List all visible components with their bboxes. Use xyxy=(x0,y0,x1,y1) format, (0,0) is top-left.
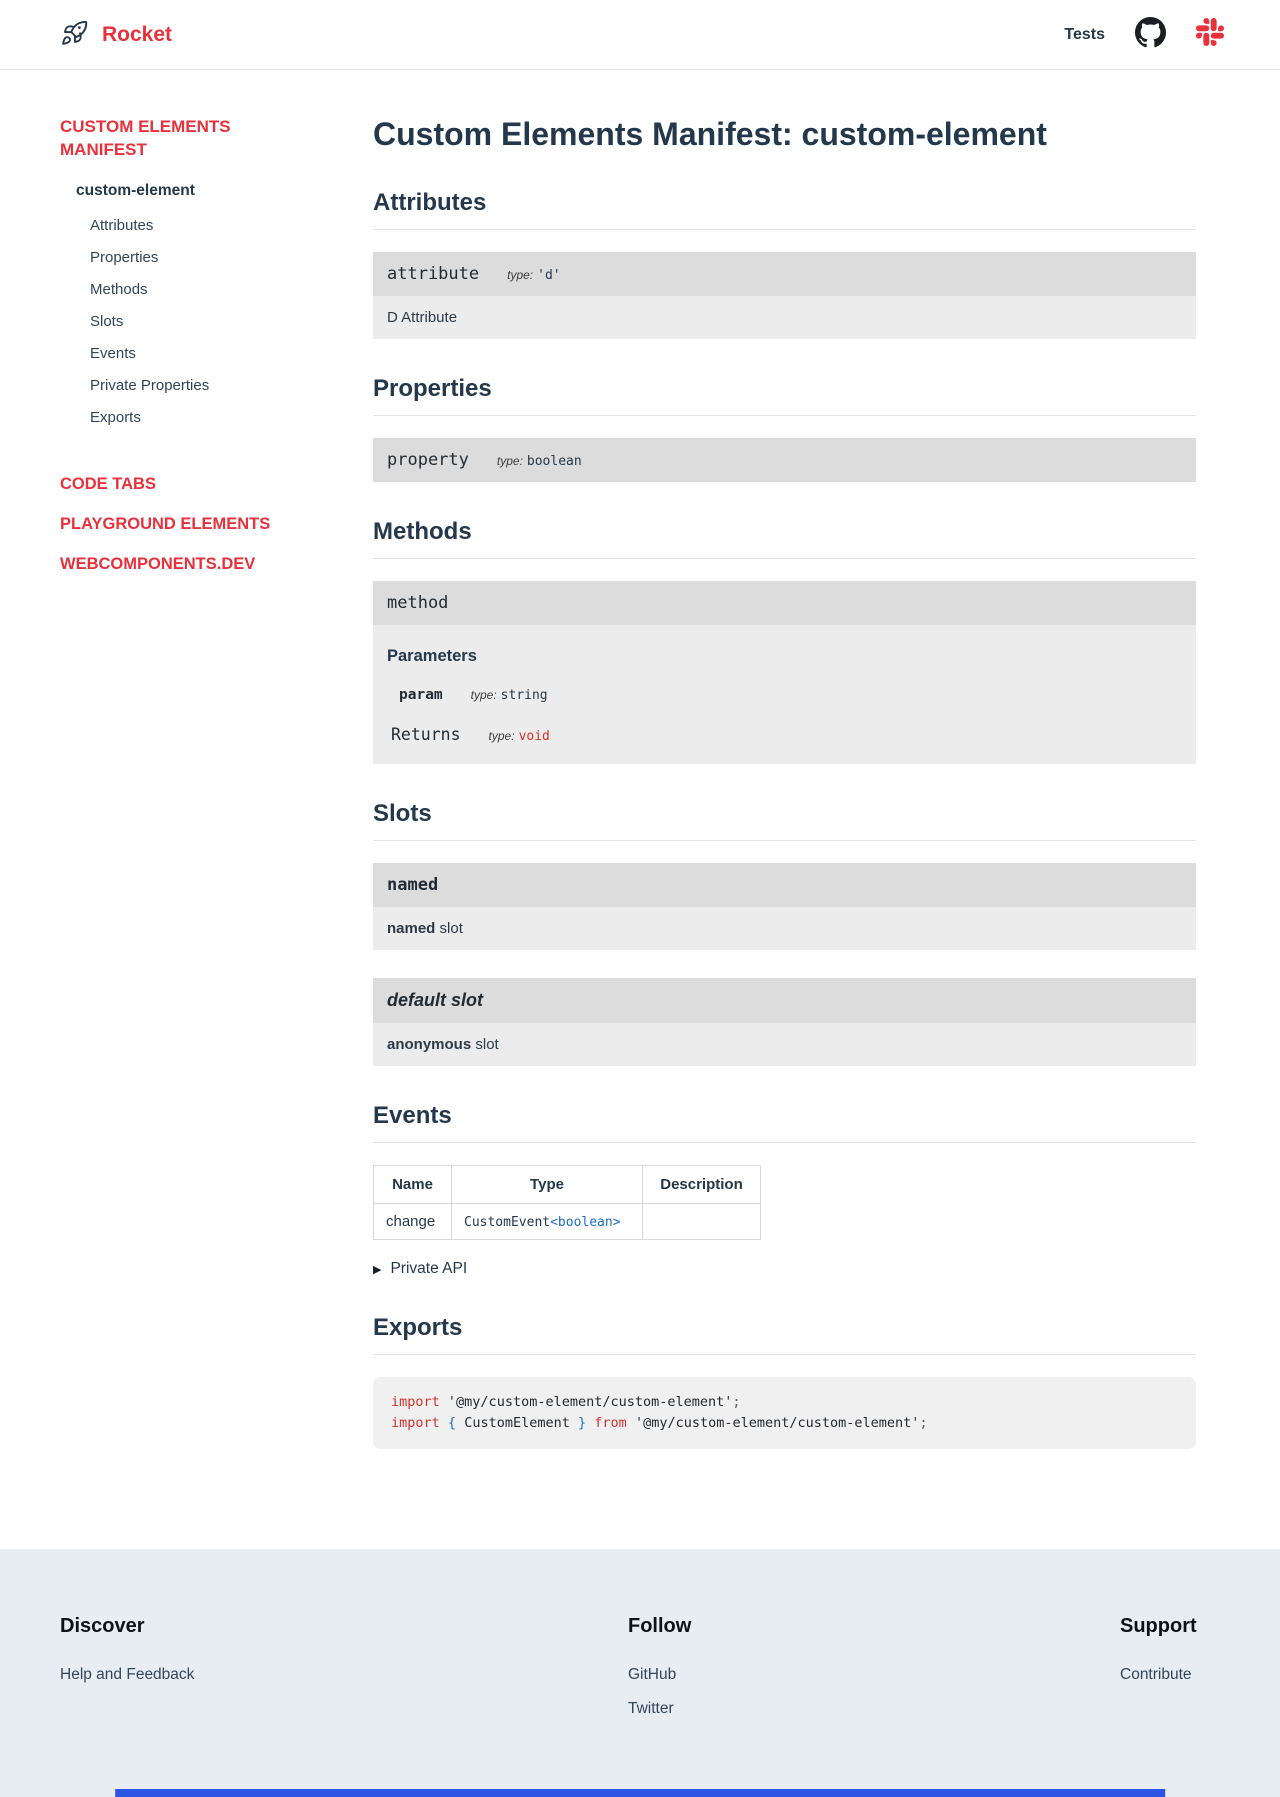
returns-label: Returns xyxy=(391,725,461,744)
table-row xyxy=(374,1204,761,1240)
footer-link-contribute[interactable]: Contribute xyxy=(1120,1665,1192,1683)
footer-link-help-and-feedback[interactable]: Help and Feedback xyxy=(60,1665,195,1683)
events-heading: Events xyxy=(373,1102,1196,1143)
event-name-cell: change xyxy=(374,1204,452,1240)
methods-heading: Methods xyxy=(373,518,1196,559)
slots-heading: Slots xyxy=(373,800,1196,841)
private-api-toggle[interactable] xyxy=(373,1260,467,1278)
event-type-main: CustomEvent xyxy=(464,1215,551,1230)
sidebar-item-code-tabs[interactable]: CODE TABS xyxy=(60,474,156,493)
property-block xyxy=(373,438,1196,482)
tests-link[interactable]: Tests xyxy=(1064,25,1105,43)
footer-link-github[interactable]: GitHub xyxy=(628,1665,677,1683)
type-value: string xyxy=(500,688,548,703)
brand-name: Rocket xyxy=(102,22,173,46)
default-slot-block xyxy=(373,978,1196,1066)
named-slot-block xyxy=(373,863,1196,950)
footer-heading-support: Support xyxy=(1120,1614,1197,1637)
default-slot-name: default slot xyxy=(387,990,484,1010)
sidebar-section-custom-elements-manifest[interactable]: CUSTOM ELEMENTS MANIFEST xyxy=(60,117,231,159)
exports-heading: Exports xyxy=(373,1314,1196,1355)
list-item xyxy=(90,313,373,331)
type-value: boolean xyxy=(526,454,582,469)
keyword-token: from xyxy=(594,1414,627,1431)
main-content xyxy=(373,116,1196,1449)
sidebar-item-events[interactable]: Events xyxy=(90,344,136,362)
slack-icon xyxy=(1196,18,1224,51)
footer-accent-bar xyxy=(115,1789,1165,1797)
returns-row xyxy=(391,725,1182,744)
rocket-logo-icon xyxy=(60,17,90,53)
code-line-2 xyxy=(391,1413,1178,1434)
type-label: type: xyxy=(507,268,534,282)
named-slot-description xyxy=(373,907,1196,950)
events-table-head xyxy=(374,1166,761,1204)
string-token: '@my/custom-element/custom-element' xyxy=(634,1414,920,1431)
type-label: type: xyxy=(488,729,515,743)
list-item xyxy=(90,281,373,299)
brace-close-token: } xyxy=(578,1414,587,1431)
table-header-row xyxy=(374,1166,761,1204)
parameter-type xyxy=(471,686,548,703)
sidebar-item-attributes[interactable]: Attributes xyxy=(90,216,154,234)
sidebar-item-methods[interactable]: Methods xyxy=(90,280,148,298)
parameters-heading: Parameters xyxy=(387,647,477,665)
events-table xyxy=(373,1165,761,1240)
private-api-label: Private API xyxy=(390,1260,468,1277)
type-label: type: xyxy=(470,688,497,702)
private-api-details xyxy=(373,1260,1196,1278)
property-type xyxy=(497,452,582,470)
property-block-header xyxy=(373,438,1196,482)
github-icon xyxy=(1135,17,1166,53)
slot-description-rest: slot xyxy=(435,920,463,937)
method-block-header xyxy=(373,581,1196,625)
attribute-type xyxy=(507,266,561,284)
page-title: Custom Elements Manifest: custom-element xyxy=(373,116,1047,152)
parameter-name: param xyxy=(399,687,443,703)
slot-description-rest: slot xyxy=(471,1036,499,1053)
slot-description-bold: named xyxy=(387,920,436,937)
column-header-type: Type xyxy=(452,1166,643,1204)
exports-code-block xyxy=(373,1377,1196,1449)
list-item xyxy=(90,409,373,427)
page-layout xyxy=(0,70,1280,1539)
footer-heading-discover: Discover xyxy=(60,1614,145,1637)
list-item xyxy=(90,217,373,235)
brace-open-token: { xyxy=(447,1414,457,1431)
properties-heading: Properties xyxy=(373,375,1196,416)
sidebar-item-slots[interactable]: Slots xyxy=(90,312,124,330)
sidebar-item-playground-elements[interactable]: PLAYGROUND ELEMENTS xyxy=(60,514,271,533)
github-link[interactable] xyxy=(1135,17,1166,53)
slot-description-bold: anonymous xyxy=(387,1036,472,1053)
column-header-description: Description xyxy=(643,1166,761,1204)
attribute-block xyxy=(373,252,1196,339)
footer-column-follow xyxy=(628,1615,1120,1734)
default-slot-description xyxy=(373,1023,1196,1066)
event-type-generic: <boolean> xyxy=(550,1215,621,1230)
header-nav xyxy=(1064,17,1224,53)
list-item xyxy=(90,345,373,363)
property-name: property xyxy=(387,450,469,470)
keyword-token: import xyxy=(391,1414,440,1431)
type-value: void xyxy=(518,729,550,744)
list-item xyxy=(90,377,373,395)
named-slot-header xyxy=(373,863,1196,907)
identifier-token: CustomElement xyxy=(464,1414,570,1431)
default-slot-header xyxy=(373,978,1196,1023)
event-type-cell xyxy=(452,1204,643,1240)
sidebar-item-custom-element[interactable]: custom-element xyxy=(76,181,195,199)
string-token: '@my/custom-element/custom-element' xyxy=(447,1394,733,1410)
attribute-description: D Attribute xyxy=(373,296,1196,339)
semicolon-token: ; xyxy=(732,1394,741,1410)
code-line-1 xyxy=(391,1392,1178,1413)
footer-column-support xyxy=(1120,1615,1197,1734)
column-header-name: Name xyxy=(374,1166,452,1204)
sidebar-item-properties[interactable]: Properties xyxy=(90,248,159,266)
sidebar-item-exports[interactable]: Exports xyxy=(90,408,141,426)
attribute-block-header xyxy=(373,252,1196,296)
sidebar xyxy=(60,116,373,1449)
site-footer xyxy=(0,1549,1280,1797)
site-header xyxy=(0,0,1280,70)
sidebar-item-private-properties[interactable]: Private Properties xyxy=(90,376,210,394)
events-table-body xyxy=(374,1204,761,1240)
type-label: type: xyxy=(496,454,523,468)
type-value: 'd' xyxy=(537,268,561,283)
sidebar-item-webcomponents-dev[interactable]: WEBCOMPONENTS.DEV xyxy=(60,554,256,573)
list-item xyxy=(90,249,373,267)
sidebar-section-links xyxy=(60,475,373,574)
returns-type xyxy=(489,727,550,744)
footer-grid xyxy=(60,1615,1196,1734)
semicolon-token: ; xyxy=(919,1414,928,1431)
method-block-body xyxy=(373,625,1196,764)
method-block xyxy=(373,581,1196,764)
event-description-cell xyxy=(643,1204,761,1240)
slack-link[interactable] xyxy=(1196,18,1224,51)
attribute-name: attribute xyxy=(387,264,480,284)
footer-link-twitter[interactable]: Twitter xyxy=(628,1699,674,1717)
footer-heading-follow: Follow xyxy=(628,1614,692,1637)
keyword-token: import xyxy=(391,1394,440,1410)
named-slot-name: named xyxy=(387,875,439,895)
method-name: method xyxy=(387,593,449,613)
attributes-heading: Attributes xyxy=(373,189,1196,230)
parameter-row xyxy=(399,686,1182,703)
footer-column-discover xyxy=(60,1615,628,1734)
sidebar-anchor-list xyxy=(60,217,373,427)
brand-link[interactable] xyxy=(60,17,172,53)
triangle-right-icon: ▶ xyxy=(373,1263,382,1276)
